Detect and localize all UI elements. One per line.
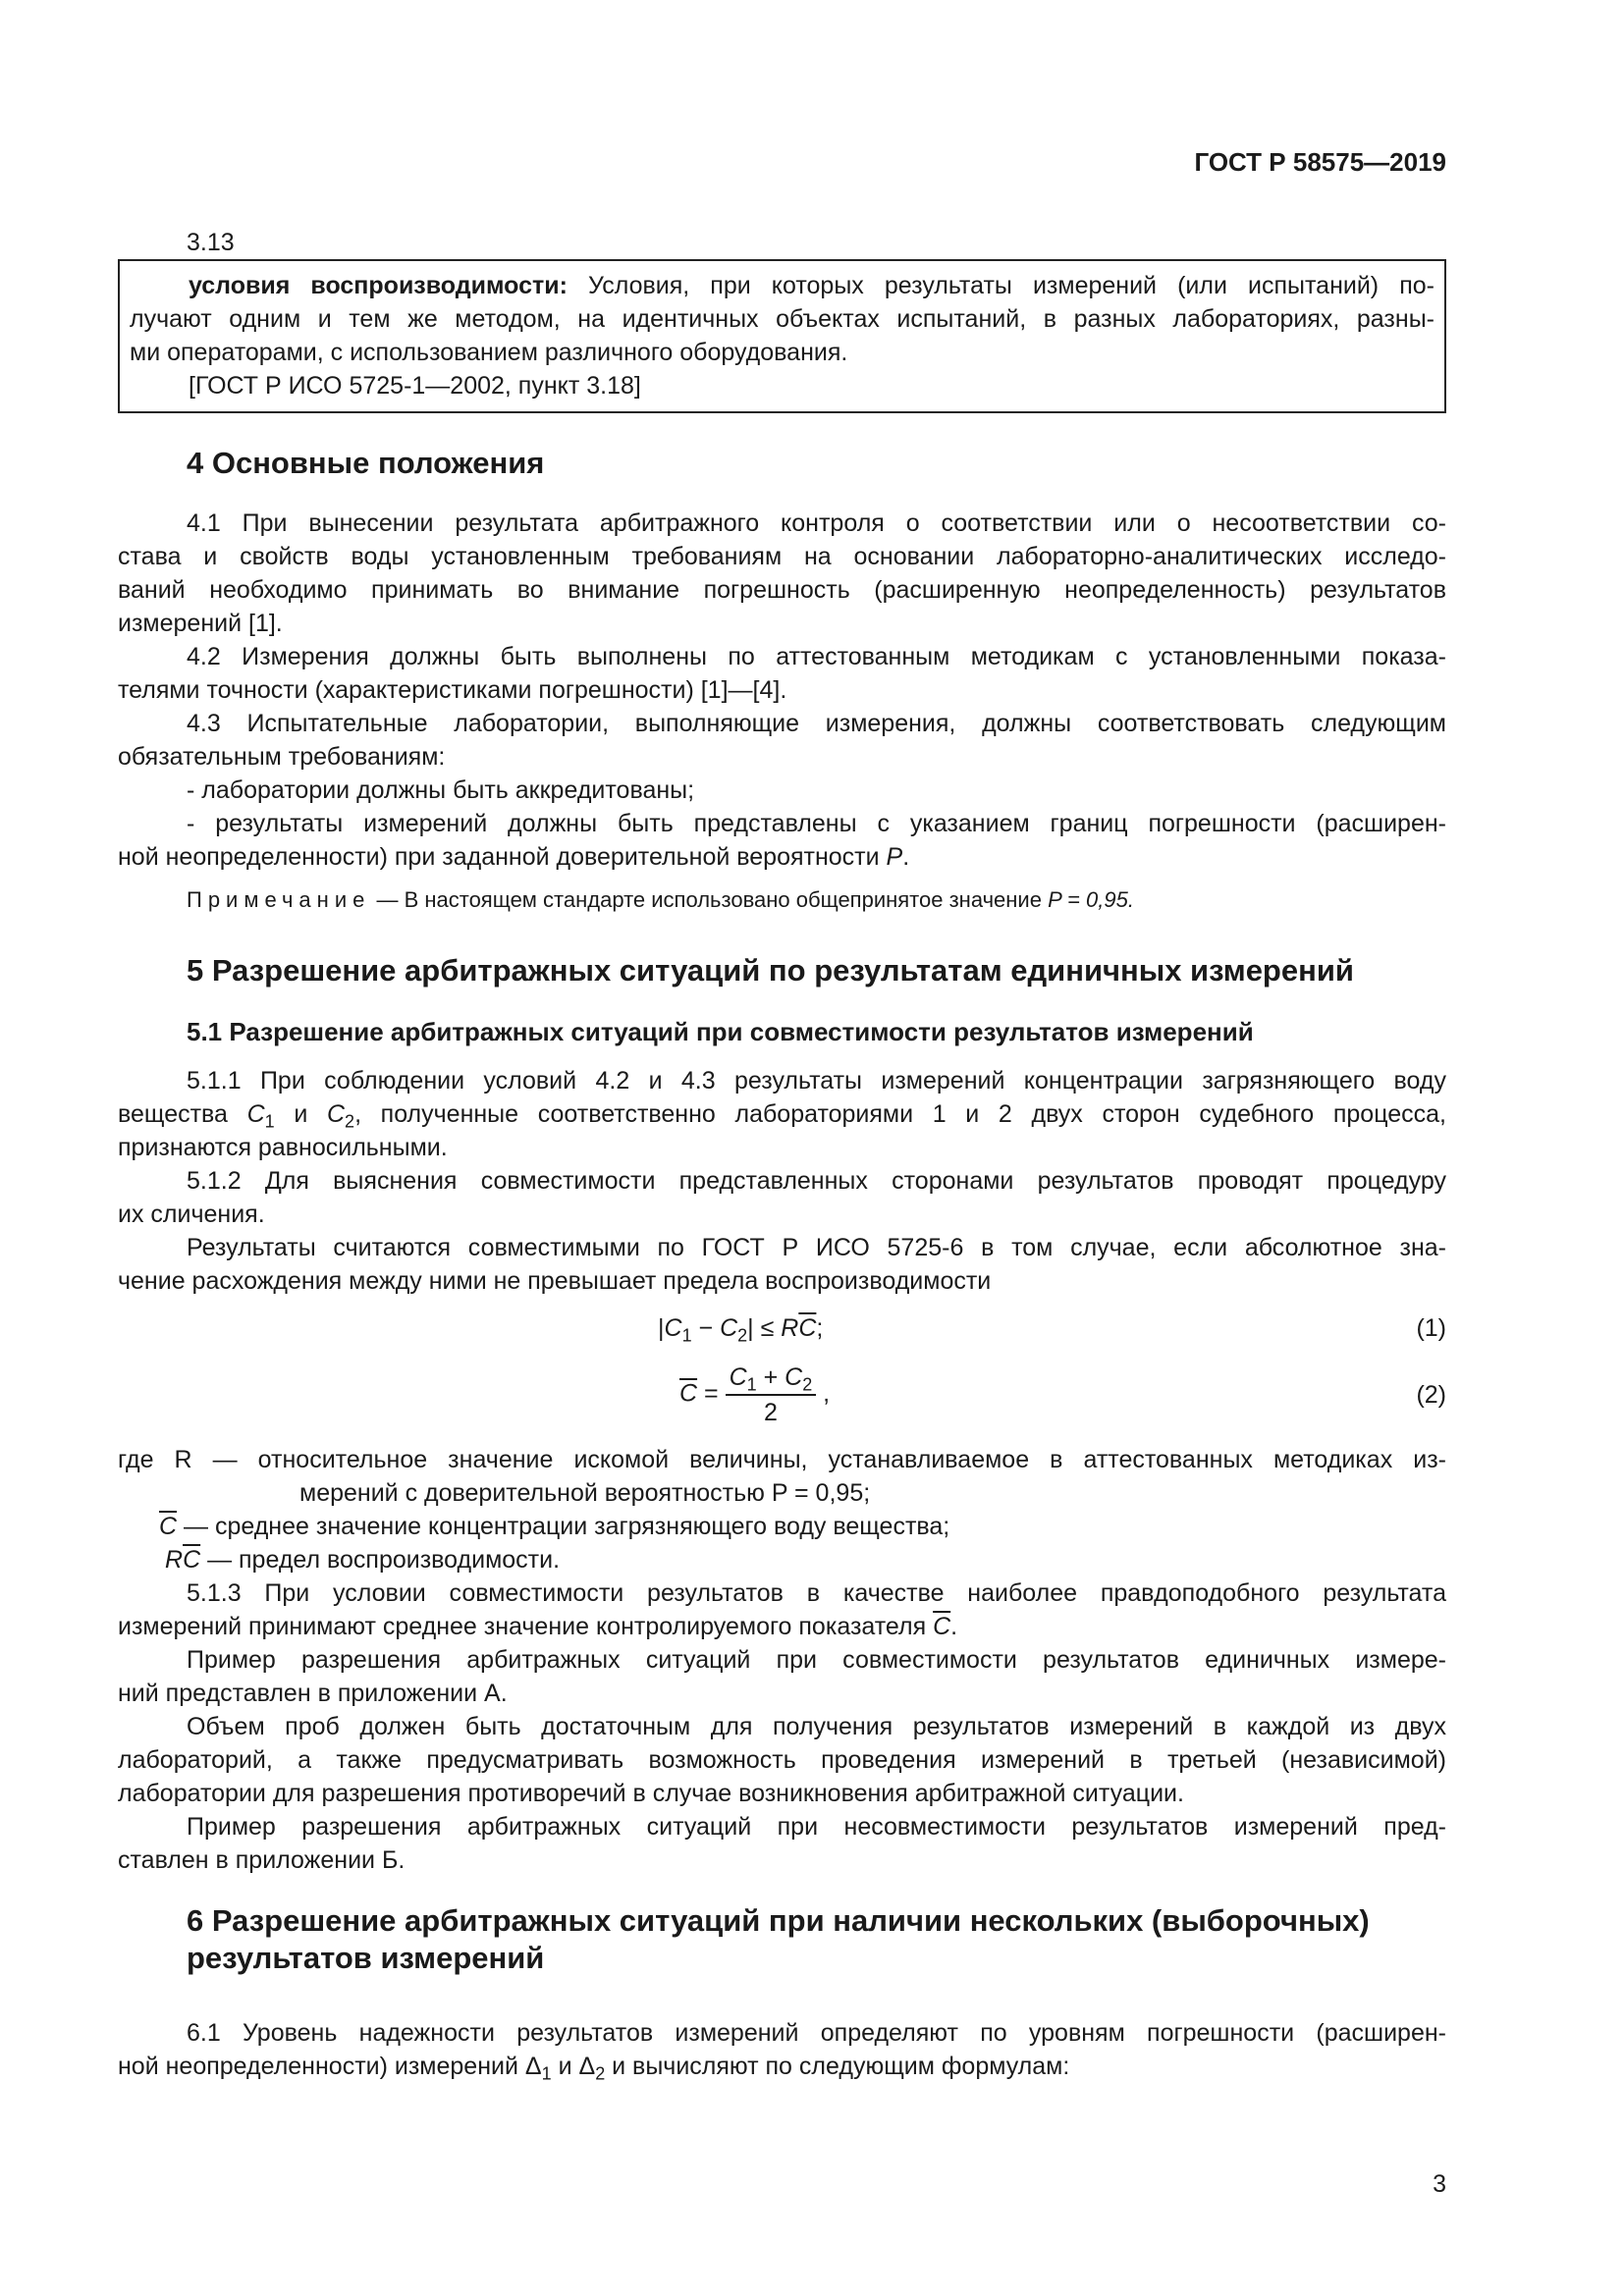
p512-line-1: 5.1.2 Для выяснения совместимости представленных сторонами результатов проводят процедуру (187, 1167, 1446, 1195)
s4-line-1: 4.1 При вынесении результата арбитражного контроля о соответствии или о несоответствии со- (187, 509, 1446, 537)
p513-line-2: измерений принимают среднее значение контролируемого показателя $\overline{C}$. (118, 1613, 958, 1640)
pA-line-1: Пример разрешения арбитражных ситуаций при совместимости результатов единичных измере- (187, 1646, 1446, 1674)
p511-line-1: 5.1.1 При соблюдении условий 4.2 и 4.3 результаты измерений концентрации загрязняющего воду (187, 1067, 1446, 1095)
s4-line-5: 4.2 Измерения должны быть выполнены по аттестованным методикам с установленными показа- (187, 643, 1446, 670)
pV-line-3: лаборатории для разрешения противоречий в случае возникновения арбитражной ситуации. (118, 1780, 1184, 1807)
equation-2: $\overline{C}$ = $\frac{C_1 + C_2}{2}$ , (679, 1361, 830, 1429)
term-source: [ГОСТ Р ИСО 5725-1—2002, пункт 3.18] (189, 372, 641, 400)
p513-line-1: 5.1.3 При условии совместимости результатов в качестве наиболее правдоподобного результата (187, 1579, 1446, 1607)
section-5-1-title: 5.1 Разрешение арбитражных ситуаций при совместимости результатов измерений (187, 1017, 1254, 1046)
equation-2-number: (2) (1416, 1381, 1446, 1409)
p61-line-1: 6.1 Уровень надежности результатов измерений определяют по уровням погрешности (расширен- (187, 2019, 1446, 2047)
pV-line-1: Объем проб должен быть достаточным для получения результатов измерений в каждой из двух (187, 1713, 1446, 1740)
s4-note: Примечание — В настоящем стандарте использовано общепринятое значение P = 0,95. (187, 887, 1134, 912)
term-line-3: ми операторами, с использованием различного оборудования. (130, 339, 848, 366)
document-header-id: ГОСТ Р 58575—2019 (1194, 147, 1446, 177)
s4-line-6: телями точности (характеристиками погрешности) [1]—[4]. (118, 676, 787, 704)
s4-line-3: ваний необходимо принимать во внимание погрешность (расширенную неопределенность) результатов (118, 576, 1446, 604)
s4-line-11: ной неопределенности) при заданной доверительной вероятности P. (118, 843, 910, 871)
equation-1-number: (1) (1416, 1314, 1446, 1342)
term-name: условия воспроизводимости: (189, 272, 568, 299)
p511-line-2: вещества $C_1$ и $C_2$, полученные соответственно лабораториями 1 и 2 двух сторон судебного процесса, (118, 1100, 1446, 1132)
pB-line-1: Пример разрешения арбитражных ситуаций при несовместимости результатов измерений пред- (187, 1813, 1446, 1841)
term-number: 3.13 (187, 229, 235, 256)
term-line-2: лучают одним и тем же методом, на идентичных объектах испытаний, в разных лабораториях, разны- (130, 305, 1435, 333)
where-line-1: где R — относительное значение искомой величины, устанавливаемое в аттестованных методиках из- (118, 1446, 1446, 1473)
s4-line-7: 4.3 Испытательные лаборатории, выполняющие измерения, должны соответствовать следующим (187, 710, 1446, 737)
where-line-4: $R\overline{C}$ — предел воспроизводимости. (165, 1546, 561, 1574)
section-5-title: 5 Разрешение арбитражных ситуаций по результатам единичных измерений (187, 953, 1354, 988)
note-label: Примечание (187, 887, 371, 912)
p511-line-3: признаются равносильными. (118, 1134, 448, 1161)
s4-line-9: - лаборатории должны быть аккредитованы; (187, 776, 695, 804)
s4-line-8: обязательным требованиям: (118, 743, 446, 771)
where-line-3: $\overline{C}$ — среднее значение концентрации загрязняющего воду вещества; (159, 1513, 950, 1540)
pV-line-2: лабораторий, а также предусматривать возможность проведения измерений в третьей (независимой) (118, 1746, 1446, 1774)
section-6-title-line-2: результатов измерений (187, 1941, 545, 1975)
pB-line-2: ставлен в приложении Б. (118, 1846, 406, 1874)
p-res-line-2: чение расхождения между ними не превышает предела воспроизводимости (118, 1267, 992, 1295)
s4-line-4: измерений [1]. (118, 610, 283, 637)
equation-1: $|C_1 - C_2| \le R\overline{C}$; (658, 1314, 824, 1346)
term-definition-box (118, 259, 1446, 413)
p-res-line-1: Результаты считаются совместимыми по ГОСТ Р ИСО 5725-6 в том случае, если абсолютное зна- (187, 1234, 1446, 1261)
page-number: 3 (1433, 2170, 1446, 2198)
p61-line-2: ной неопределенности) измерений $\Delta_1$ и $\Delta_2$ и вычисляют по следующим формулам: (118, 2053, 1070, 2084)
pA-line-2: ний представлен в приложении А. (118, 1680, 508, 1707)
p512-line-2: их сличения. (118, 1201, 265, 1228)
term-line-1: условия воспроизводимости: Условия, при которых результаты измерений (или испытаний) по- (189, 272, 1435, 299)
section-4-title: 4 Основные положения (187, 446, 545, 480)
s4-line-10: - результаты измерений должны быть представлены с указанием границ погрешности (расширен- (187, 810, 1446, 837)
section-6-title-line-1: 6 Разрешение арбитражных ситуаций при наличии нескольких (выборочных) (187, 1903, 1370, 1938)
where-line-2: мерений с доверительной вероятностью P = 0,95; (299, 1479, 871, 1507)
s4-line-2: става и свойств воды установленным требованиям на основании лабораторно-аналитических исследо- (118, 543, 1446, 570)
